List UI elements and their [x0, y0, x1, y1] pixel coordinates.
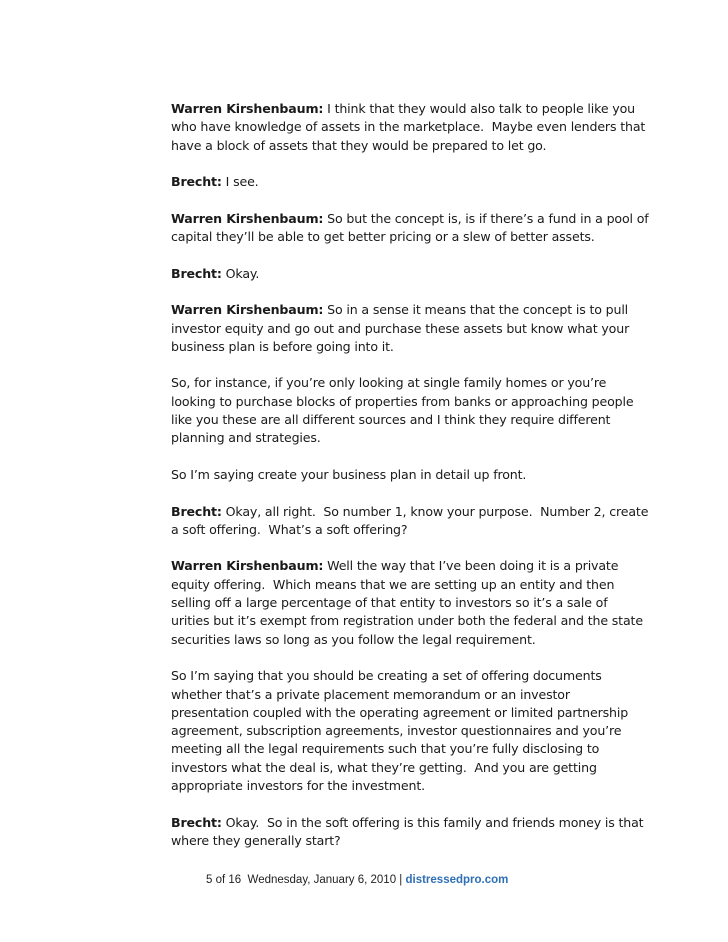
transcript-paragraph: [171, 173, 651, 191]
transcript-paragraph: [171, 100, 651, 155]
paragraph-text: So in a sense it means that the concept is to pull investor equity and go out and purchase these assets but know what your business plan is before going into it.: [171, 302, 633, 354]
footer-site-link[interactable]: distressedpro.com: [405, 874, 509, 886]
transcript-paragraph: [171, 814, 651, 851]
speaker-name: Warren Kirshenbaum:: [171, 558, 324, 574]
paragraph-text: So but the concept is, is if there’s a fund in a pool of capital they’ll be able to get better pricing or a slew of better assets.: [171, 210, 653, 245]
footer-page-info: 5 of 16 Wednesday, January 6, 2010 |: [206, 874, 406, 886]
paragraph-text: Okay, all right. So number 1, know your purpose. Number 2, create a soft offering. What’s a soft offering?: [171, 503, 653, 537]
paragraph-text: I think that they would also talk to people like you who have knowledge of assets in the marketplace. Maybe even lenders that have a block of assets that they would be prepared to let go.: [171, 101, 650, 153]
transcript-paragraph: [171, 265, 651, 283]
speaker-name: Brecht:: [171, 503, 222, 519]
transcript-paragraph: [171, 374, 651, 447]
transcript-paragraph: [171, 557, 651, 648]
transcript-paragraph: [171, 667, 651, 795]
speaker-name: Brecht:: [171, 265, 222, 281]
paragraph-text: Okay. So in the soft offering is this family and friends money is that where they generally start?: [171, 814, 648, 848]
transcript-paragraph: [171, 466, 651, 484]
transcript-paragraph: [171, 503, 651, 540]
paragraph-text: Well the way that I’ve been doing it is a private equity offering. Which means that we are setting up an entity and then selling off a large percentage of that entity to investors so it’s a sale of urities but it’s exempt from registration under both the federal and the state securities laws so long as you follow the legal requirement.: [171, 558, 647, 647]
speaker-name: Warren Kirshenbaum:: [171, 101, 324, 116]
paragraph-text: I see.: [221, 174, 259, 190]
speaker-name: Brecht:: [171, 174, 222, 190]
speaker-name: Brecht:: [171, 814, 222, 830]
paragraph-text: So I’m saying that you should be creating a set of offering documents whether that’s a private placement memorandum or an investor presentation coupled with the operating agreement or limited partnership agreement, subscription agreements, investor questionnaires and you’re meeting all the legal requirements such that you’re fully disclosing to investors what the deal is, what they’re getting. And you are getting appropriate investors for the investment.: [171, 668, 632, 793]
page-footer: [206, 874, 508, 886]
transcript-paragraph: [171, 301, 651, 356]
transcript-body: [171, 100, 651, 868]
paragraph-text: So, for instance, if you’re only looking at single family homes or you’re looking to purchase blocks of properties from banks or approaching people like you these are all different sources and I think they require different planning and strategies.: [171, 375, 638, 446]
speaker-name: Warren Kirshenbaum:: [171, 302, 324, 318]
transcript-paragraph: [171, 210, 651, 247]
speaker-name: Warren Kirshenbaum:: [171, 210, 324, 226]
paragraph-text: Okay.: [221, 265, 260, 281]
paragraph-text: So I’m saying create your business plan in detail up front.: [171, 466, 527, 482]
